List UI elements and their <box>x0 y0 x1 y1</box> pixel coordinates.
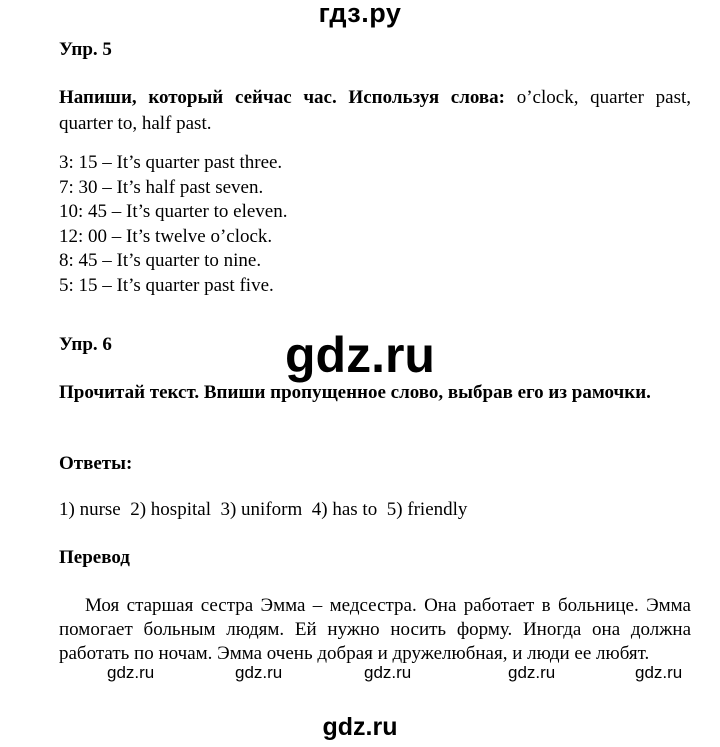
watermark-small: gdz.ru <box>107 663 155 682</box>
watermark-small: gdz.ru <box>508 663 556 682</box>
exercise-5-answers <box>59 151 287 299</box>
answers-heading: Ответы: <box>59 453 133 474</box>
site-header-title: гдз.ру <box>318 0 402 28</box>
list-item: 8: 45 – It’s quarter to nine. <box>59 250 262 272</box>
exercise-5-task <box>59 85 691 137</box>
list-item: 12: 00 – It’s twelve o’clock. <box>59 225 273 247</box>
exercise-6-answers: 1) nurse 2) hospital 3) uniform 4) has to 5) friendly <box>59 499 468 520</box>
exercise-5-heading: Упр. 5 <box>59 39 112 60</box>
list-item: 5: 15 – It’s quarter past five. <box>59 274 274 296</box>
watermark-small: gdz.ru <box>635 663 683 682</box>
translation-heading: Перевод <box>59 547 130 568</box>
exercise-6-heading: Упр. 6 <box>59 334 112 355</box>
list-item: 3: 15 – It’s quarter past three. <box>59 152 283 173</box>
translation-text: Моя старшая сестра Эмма – медсестра. Она работает в больнице. Эмма помогает больным людям. Ей нужно носить форму. Иногда она должна работать по ночам. Эмма очень добрая и дружелюбная, и люди ее любят. <box>59 595 691 664</box>
exercise-5-task-rest: o’clock, quarter past, quarter to, half past. <box>59 87 691 134</box>
site-footer-title: gdz.ru <box>322 713 398 741</box>
list-item: 10: 45 – It’s quarter to eleven. <box>59 201 288 223</box>
exercise-5-task-bold: Напиши, который сейчас час. Используя слова: <box>59 87 506 108</box>
exercise-6-task: Прочитай текст. Впиши пропущенное слово, выбрав его из рамочки. <box>59 382 651 403</box>
list-item: 7: 30 – It’s half past seven. <box>59 176 264 198</box>
watermark-small: gdz.ru <box>235 663 283 682</box>
watermark-large: gdz.ru <box>285 327 435 383</box>
watermark-small: gdz.ru <box>364 663 412 682</box>
